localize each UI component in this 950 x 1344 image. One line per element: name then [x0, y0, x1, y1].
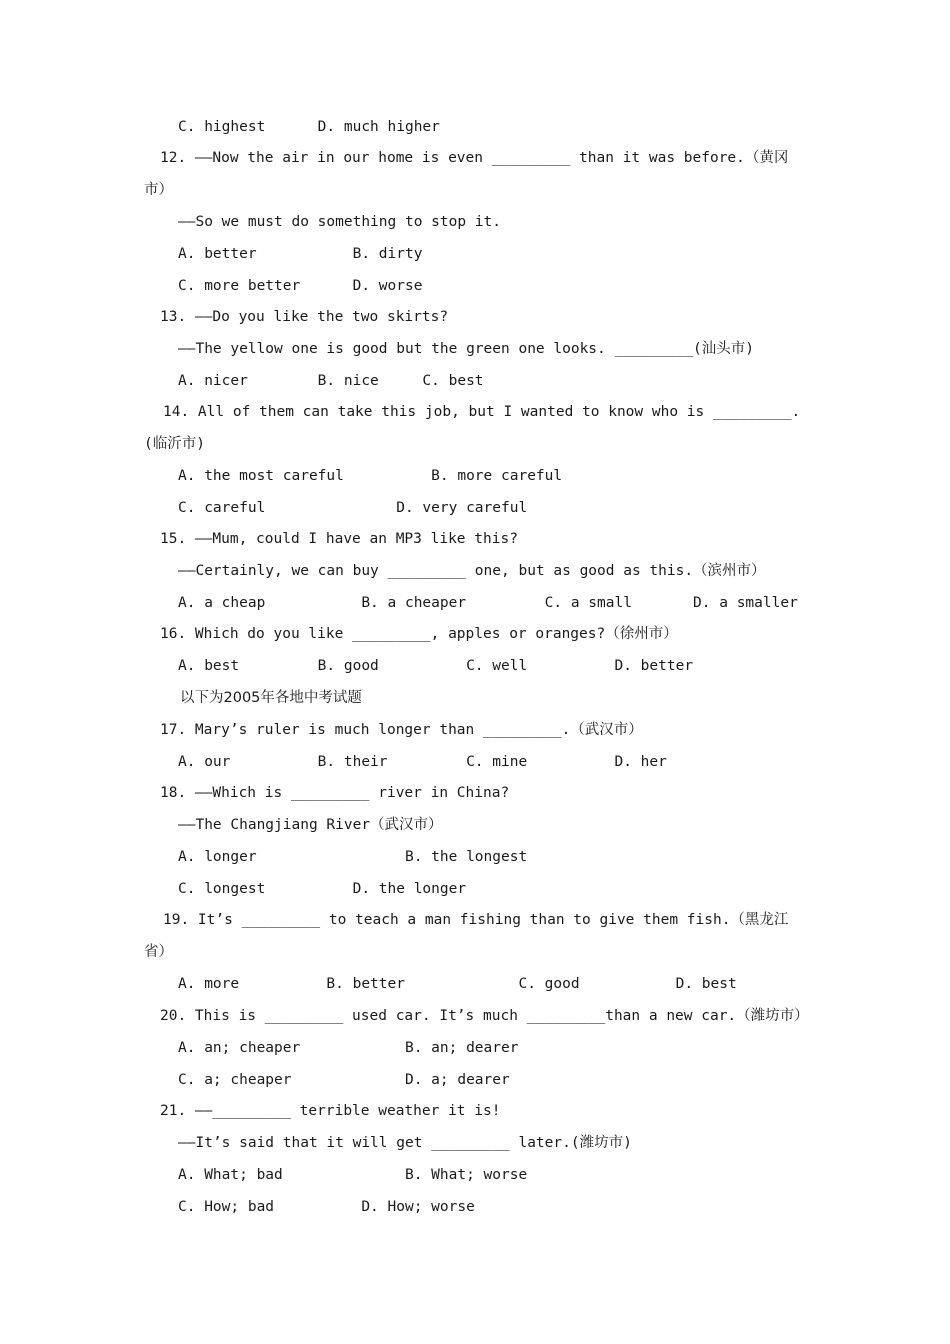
q20-options-ab: A. an; cheaper B. an; dearer [178, 1040, 519, 1056]
q12-stem: 12. ——Now the air in our home is even _________ than it was before.（黄冈 [160, 150, 789, 166]
q13-reply: ——The yellow one is good but the green one looks. _________(汕头市) [178, 341, 755, 357]
q15-options: A. a cheap B. a cheaper C. a small D. a smaller [178, 595, 798, 611]
q20-stem: 20. This is _________ used car. It’s much _________than a new car.（潍坊市） [160, 1008, 809, 1024]
section-heading-2005: 以下为2005年各地中考试题 [180, 690, 362, 706]
q13-stem: 13. ——Do you like the two skirts? [160, 309, 449, 325]
q18-options-ab: A. longer B. the longest [178, 849, 528, 865]
q12-stem-wrap: 市） [144, 182, 173, 198]
q12-reply: ——So we must do something to stop it. [178, 214, 502, 230]
q21-stem: 21. ——_________ terrible weather it is! [160, 1103, 501, 1119]
q12-options-ab: A. better B. dirty [178, 246, 423, 262]
q21-options-ab: A. What; bad B. What; worse [178, 1167, 528, 1183]
q16-stem: 16. Which do you like _________, apples or oranges?（徐州市） [160, 626, 678, 642]
q14-stem: 14. All of them can take this job, but I wanted to know who is _________. [163, 404, 801, 420]
q14-options-ab: A. the most careful B. more careful [178, 468, 563, 484]
q12-options-cd: C. more better D. worse [178, 278, 423, 294]
q15-reply: ——Certainly, we can buy _________ one, but as good as this.（滨州市） [178, 563, 766, 579]
q18-options-cd: C. longest D. the longer [178, 881, 467, 897]
q16-options: A. best B. good C. well D. better [178, 658, 694, 674]
q19-options: A. more B. better C. good D. best [178, 976, 737, 992]
q19-stem-wrap: 省） [144, 944, 173, 960]
q15-stem: 15. ——Mum, could I have an MP3 like this? [160, 531, 518, 547]
q18-reply: ——The Changjiang River（武汉市） [178, 817, 443, 833]
q13-options: A. nicer B. nice C. best [178, 373, 484, 389]
q21-reply: ——It’s said that it will get _________ later.(潍坊市) [178, 1135, 632, 1151]
q17-options: A. our B. their C. mine D. her [178, 754, 667, 770]
q19-stem: 19. It’s _________ to teach a man fishing than to give them fish.（黑龙江 [163, 912, 789, 928]
q18-stem: 18. ——Which is _________ river in China? [160, 785, 510, 801]
q14-options-cd: C. careful D. very careful [178, 500, 528, 516]
q21-options-cd: C. How; bad D. How; worse [178, 1199, 475, 1215]
q20-options-cd: C. a; cheaper D. a; dearer [178, 1072, 510, 1088]
q11-options-cd: C. highest D. much higher [178, 119, 440, 135]
q17-stem: 17. Mary’s ruler is much longer than _________.（武汉市） [160, 722, 643, 738]
q14-stem-wrap: (临沂市) [144, 436, 205, 452]
